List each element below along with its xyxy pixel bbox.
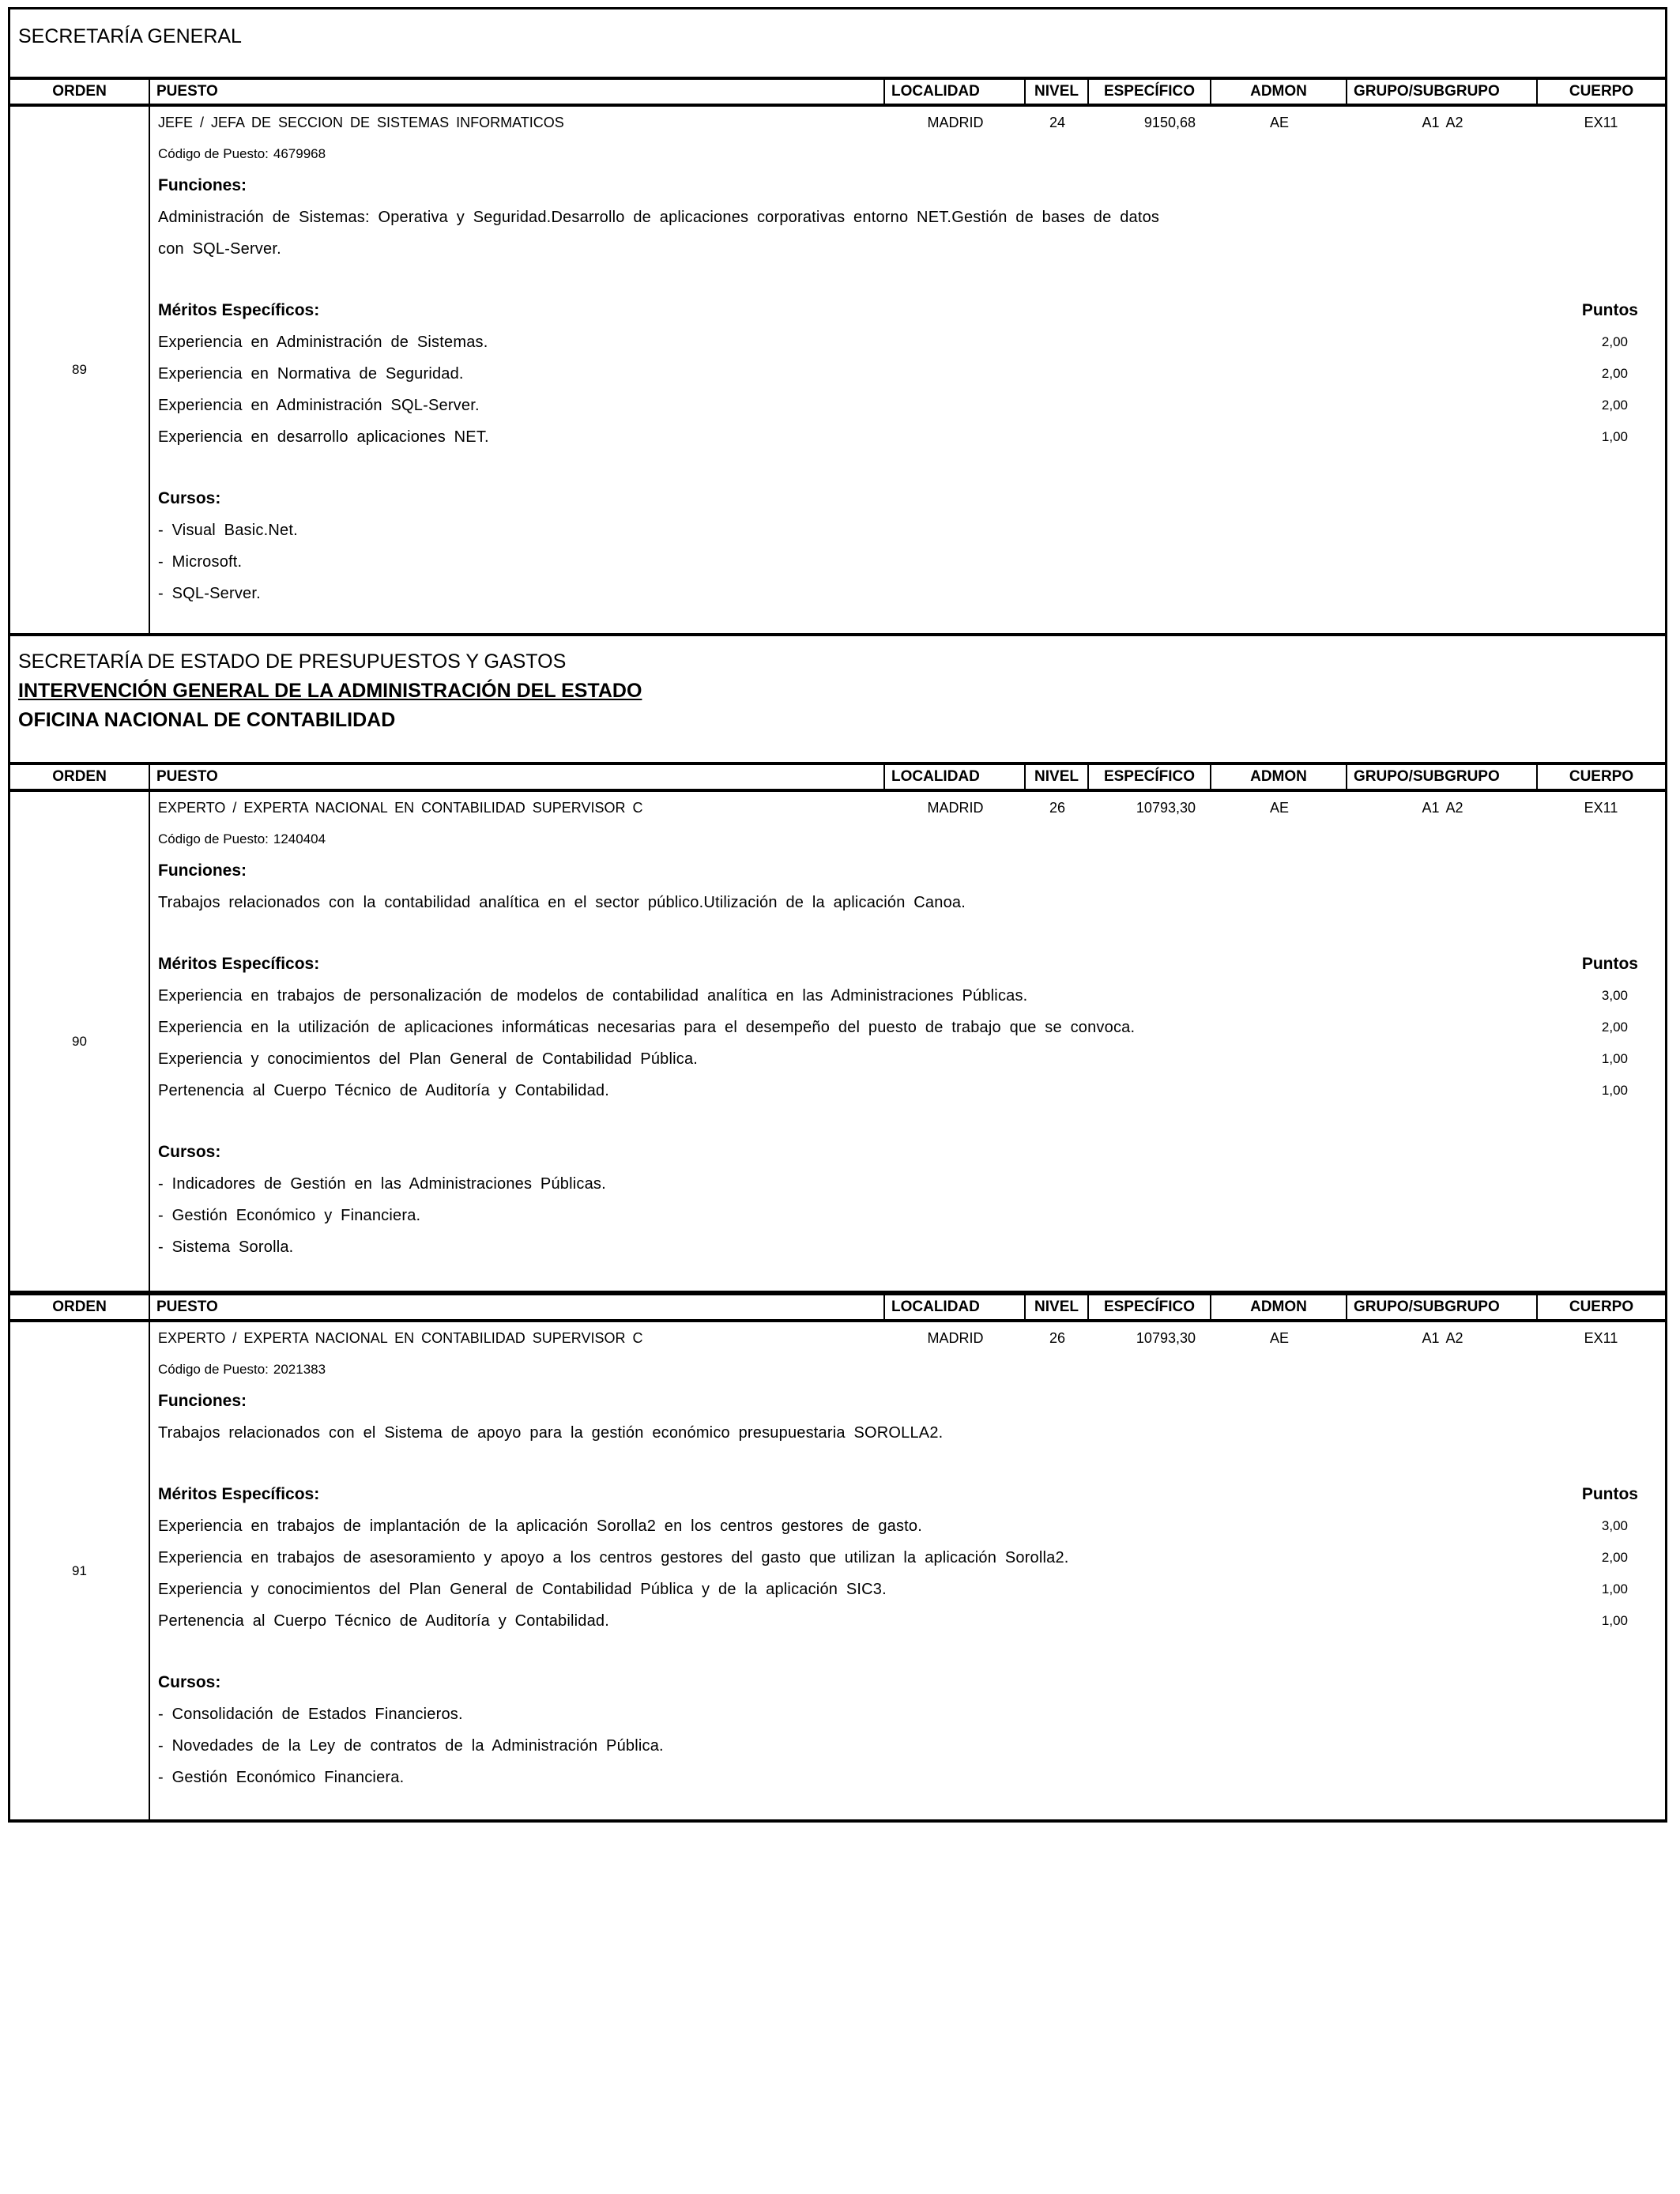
job-nivel: 26 bbox=[1049, 1330, 1066, 1346]
job-summary-line bbox=[150, 1322, 1665, 1354]
heading-secretaria-de-estado: SECRETARÍA DE ESTADO DE PRESUPUESTOS Y GASTOS bbox=[18, 650, 567, 673]
meritos-heading: Méritos Específicos: bbox=[158, 1485, 320, 1503]
col-header-localidad: LOCALIDAD bbox=[885, 1295, 1026, 1319]
col-header-grupo-subgrupo: GRUPO/SUBGRUPO bbox=[1347, 765, 1538, 789]
col-header-grupo-subgrupo: GRUPO/SUBGRUPO bbox=[1347, 1295, 1538, 1319]
section-headings-block bbox=[8, 636, 1667, 762]
table-row bbox=[8, 1322, 1667, 1823]
job-admon: AE bbox=[1269, 1330, 1289, 1346]
puesto-detail-cell bbox=[150, 1322, 1665, 1819]
merit-points: 1,00 bbox=[1601, 1051, 1628, 1066]
merit-row bbox=[150, 1012, 1665, 1043]
merit-text: Pertenencia al Cuerpo Técnico de Auditoría y Contabilidad. bbox=[158, 1082, 610, 1099]
merit-points: 2,00 bbox=[1601, 398, 1628, 413]
merit-text: Experiencia en Administración de Sistemas. bbox=[158, 334, 488, 351]
table-header bbox=[8, 1294, 1667, 1322]
spacer bbox=[150, 1449, 1665, 1479]
codigo-de-puesto bbox=[150, 1354, 1665, 1385]
heading-intervencion-general: INTERVENCIÓN GENERAL DE LA ADMINISTRACIÓN DEL ESTADO bbox=[18, 680, 642, 702]
table-row bbox=[8, 792, 1667, 1294]
merit-row bbox=[150, 980, 1665, 1012]
merit-row bbox=[150, 1574, 1665, 1605]
merit-text: Pertenencia al Cuerpo Técnico de Auditoría y Contabilidad. bbox=[158, 1612, 610, 1630]
col-header-especifico: ESPECÍFICO bbox=[1089, 1295, 1211, 1319]
job-summary-line bbox=[150, 792, 1665, 824]
orden-value: 91 bbox=[10, 1322, 150, 1819]
spacer bbox=[150, 1637, 1665, 1667]
puntos-heading: Puntos bbox=[1581, 1485, 1638, 1503]
job-title: EXPERTO / EXPERTA NACIONAL EN CONTABILIDAD SUPERVISOR C bbox=[158, 1330, 643, 1346]
job-nivel: 26 bbox=[1049, 800, 1066, 816]
table-header bbox=[8, 77, 1667, 107]
codigo-de-puesto bbox=[150, 824, 1665, 855]
merit-text: Experiencia en trabajos de personalización de modelos de contabilidad analítica en las Administraciones Públicas. bbox=[158, 987, 1028, 1005]
job-grupo-subgrupo: A1 A2 bbox=[1422, 800, 1463, 816]
codigo-de-puesto bbox=[150, 138, 1665, 170]
puesto-detail-cell bbox=[150, 107, 1665, 633]
merit-row bbox=[150, 1510, 1665, 1542]
job-admon: AE bbox=[1269, 115, 1289, 130]
puntos-heading: Puntos bbox=[1581, 301, 1638, 319]
col-header-grupo-subgrupo: GRUPO/SUBGRUPO bbox=[1347, 80, 1538, 104]
meritos-header-line bbox=[150, 295, 1665, 326]
merit-text: Experiencia y conocimientos del Plan General de Contabilidad Pública y de la aplicación SIC3. bbox=[158, 1581, 887, 1598]
job-grupo-subgrupo: A1 A2 bbox=[1422, 1330, 1463, 1346]
col-header-nivel: NIVEL bbox=[1026, 80, 1089, 104]
merit-points: 2,00 bbox=[1601, 1020, 1628, 1035]
codigo-value: 1240404 bbox=[273, 831, 326, 846]
merit-points: 1,00 bbox=[1601, 1613, 1628, 1628]
curso-item: - Visual Basic.Net. bbox=[158, 522, 298, 539]
col-header-cuerpo: CUERPO bbox=[1569, 768, 1634, 785]
meritos-heading: Méritos Específicos: bbox=[158, 301, 320, 319]
col-header-admon: ADMON bbox=[1211, 1295, 1347, 1319]
funciones-line: Trabajos relacionados con el Sistema de apoyo para la gestión económico presupuestaria SOROLLA2. bbox=[158, 1424, 944, 1442]
merit-points: 2,00 bbox=[1601, 366, 1628, 381]
orden-value: 89 bbox=[10, 107, 150, 633]
merit-points: 2,00 bbox=[1601, 1550, 1628, 1565]
merit-points: 2,00 bbox=[1601, 334, 1628, 349]
cursos-heading: Cursos: bbox=[158, 489, 221, 507]
merit-points: 1,00 bbox=[1601, 1083, 1628, 1098]
col-header-admon: ADMON bbox=[1211, 765, 1347, 789]
codigo-label: Código de Puesto: bbox=[158, 146, 269, 161]
spacer bbox=[150, 1106, 1665, 1137]
curso-item: - Sistema Sorolla. bbox=[158, 1238, 294, 1256]
col-header-especifico: ESPECÍFICO bbox=[1089, 765, 1211, 789]
codigo-label: Código de Puesto: bbox=[158, 831, 269, 846]
merit-row bbox=[150, 1043, 1665, 1075]
col-header-localidad: LOCALIDAD bbox=[885, 765, 1026, 789]
merit-text: Experiencia en trabajos de asesoramiento y apoyo a los centros gestores del gasto que utilizan la aplicación Sorolla2. bbox=[158, 1549, 1069, 1566]
meritos-heading: Méritos Específicos: bbox=[158, 955, 320, 973]
job-especifico: 9150,68 bbox=[1143, 115, 1196, 130]
job-admon: AE bbox=[1269, 800, 1289, 816]
job-cuerpo: EX11 bbox=[1584, 115, 1618, 130]
curso-item: - Microsoft. bbox=[158, 553, 243, 571]
funciones-line: Administración de Sistemas: Operativa y Seguridad.Desarrollo de aplicaciones corporativas entorno NET.Gestión de bases de datos bbox=[158, 209, 1160, 226]
col-header-orden: ORDEN bbox=[10, 80, 150, 104]
puesto-detail-cell bbox=[150, 792, 1665, 1291]
merit-row bbox=[150, 390, 1665, 421]
merit-points: 1,00 bbox=[1601, 429, 1628, 444]
job-grupo-subgrupo: A1 A2 bbox=[1422, 115, 1463, 130]
job-cuerpo: EX11 bbox=[1584, 1330, 1618, 1346]
meritos-header-line bbox=[150, 948, 1665, 980]
job-especifico: 10793,30 bbox=[1136, 800, 1196, 816]
merit-text: Experiencia y conocimientos del Plan General de Contabilidad Pública. bbox=[158, 1050, 699, 1068]
merit-text: Experiencia en desarrollo aplicaciones NET. bbox=[158, 428, 489, 446]
col-header-puesto: PUESTO bbox=[150, 80, 885, 104]
spacer bbox=[150, 265, 1665, 295]
funciones-line: Trabajos relacionados con la contabilidad analítica en el sector público.Utilización de la aplicación Canoa. bbox=[158, 894, 966, 911]
spacer bbox=[150, 453, 1665, 483]
merit-row bbox=[150, 1542, 1665, 1574]
merit-text: Experiencia en la utilización de aplicaciones informáticas necesarias para el desempeño del puesto de trabajo que se convoca. bbox=[158, 1019, 1136, 1036]
col-header-orden: ORDEN bbox=[10, 765, 150, 789]
curso-item: - Gestión Económico y Financiera. bbox=[158, 1207, 421, 1224]
table-row bbox=[8, 107, 1667, 636]
funciones-heading: Funciones: bbox=[158, 1392, 247, 1410]
puntos-heading: Puntos bbox=[1581, 955, 1638, 973]
meritos-header-line bbox=[150, 1479, 1665, 1510]
job-summary-line bbox=[150, 107, 1665, 138]
merit-row bbox=[150, 421, 1665, 453]
col-header-puesto: PUESTO bbox=[150, 1295, 885, 1319]
curso-item: - Consolidación de Estados Financieros. bbox=[158, 1706, 463, 1723]
merit-points: 1,00 bbox=[1601, 1581, 1628, 1596]
spacer bbox=[150, 918, 1665, 948]
curso-item: - Novedades de la Ley de contratos de la Administración Pública. bbox=[158, 1737, 664, 1755]
col-header-orden: ORDEN bbox=[10, 1295, 150, 1319]
section-title-secretaria-general: SECRETARÍA GENERAL bbox=[8, 7, 1667, 77]
job-especifico: 10793,30 bbox=[1136, 1330, 1196, 1346]
heading-oficina-nacional: OFICINA NACIONAL DE CONTABILIDAD bbox=[18, 709, 396, 731]
merit-text: Experiencia en Normativa de Seguridad. bbox=[158, 365, 464, 383]
col-header-cuerpo: CUERPO bbox=[1569, 83, 1634, 100]
funciones-heading: Funciones: bbox=[158, 861, 247, 880]
funciones-line: con SQL-Server. bbox=[158, 240, 281, 258]
curso-item: - Indicadores de Gestión en las Administraciones Públicas. bbox=[158, 1175, 606, 1193]
job-title: JEFE / JEFA DE SECCION DE SISTEMAS INFORMATICOS bbox=[158, 115, 564, 130]
col-header-puesto: PUESTO bbox=[150, 765, 885, 789]
col-header-cuerpo: CUERPO bbox=[1569, 1299, 1634, 1315]
codigo-label: Código de Puesto: bbox=[158, 1362, 269, 1377]
table-header bbox=[8, 762, 1667, 792]
col-header-especifico: ESPECÍFICO bbox=[1089, 80, 1211, 104]
col-header-localidad: LOCALIDAD bbox=[885, 80, 1026, 104]
merit-row bbox=[150, 1605, 1665, 1637]
document-sheet bbox=[8, 7, 1667, 1823]
merit-text: Experiencia en trabajos de implantación de la aplicación Sorolla2 en los centros gestores de gasto. bbox=[158, 1517, 922, 1535]
curso-item: - Gestión Económico Financiera. bbox=[158, 1769, 405, 1786]
merit-row bbox=[150, 326, 1665, 358]
funciones-heading: Funciones: bbox=[158, 176, 247, 194]
job-localidad: MADRID bbox=[927, 800, 984, 816]
col-header-nivel: NIVEL bbox=[1026, 1295, 1089, 1319]
merit-text: Experiencia en Administración SQL-Server. bbox=[158, 397, 480, 414]
merit-row bbox=[150, 1075, 1665, 1106]
merit-row bbox=[150, 358, 1665, 390]
job-localidad: MADRID bbox=[927, 115, 984, 130]
codigo-value: 2021383 bbox=[273, 1362, 326, 1377]
col-header-nivel: NIVEL bbox=[1026, 765, 1089, 789]
cursos-heading: Cursos: bbox=[158, 1143, 221, 1161]
job-localidad: MADRID bbox=[927, 1330, 984, 1346]
col-header-admon: ADMON bbox=[1211, 80, 1347, 104]
job-nivel: 24 bbox=[1049, 115, 1066, 130]
curso-item: - SQL-Server. bbox=[158, 585, 261, 602]
orden-value: 90 bbox=[10, 792, 150, 1291]
codigo-value: 4679968 bbox=[273, 146, 326, 161]
cursos-heading: Cursos: bbox=[158, 1673, 221, 1691]
merit-points: 3,00 bbox=[1601, 1518, 1628, 1533]
merit-points: 3,00 bbox=[1601, 988, 1628, 1003]
job-cuerpo: EX11 bbox=[1584, 800, 1618, 816]
job-title: EXPERTO / EXPERTA NACIONAL EN CONTABILIDAD SUPERVISOR C bbox=[158, 800, 643, 816]
